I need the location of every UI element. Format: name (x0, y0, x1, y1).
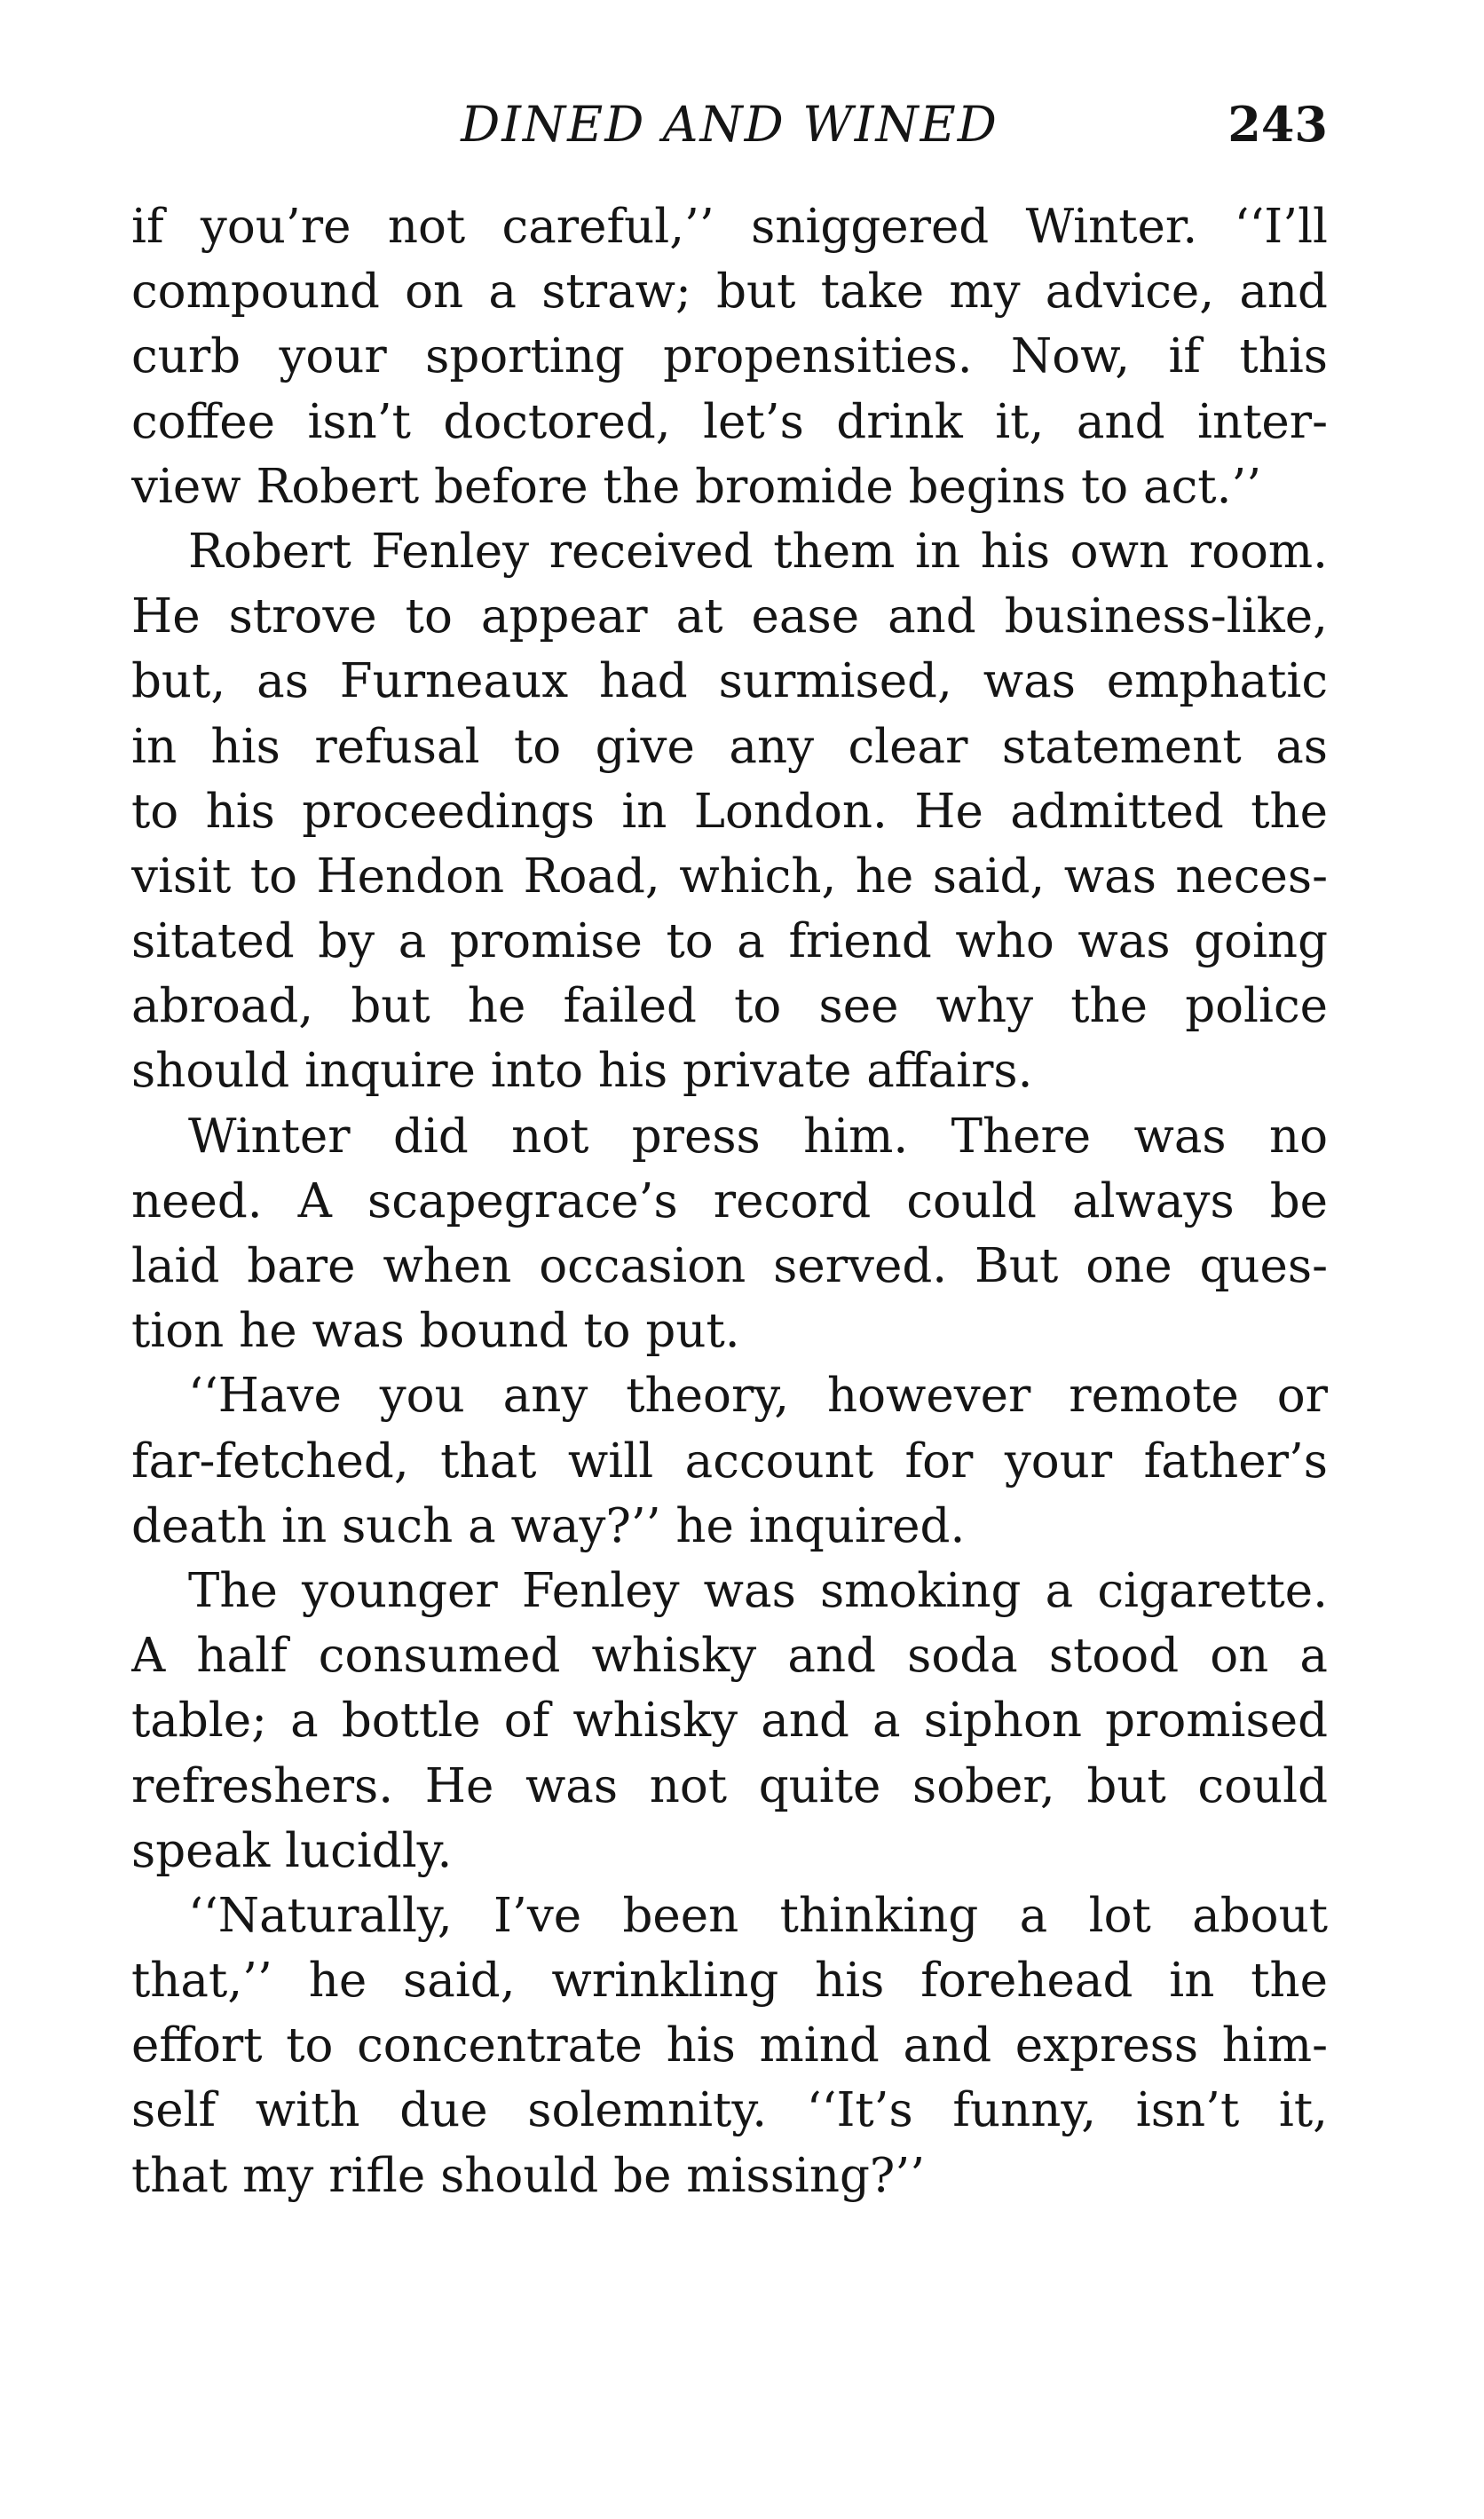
text-line: Robert Fenley received them in his own room. (188, 524, 1328, 579)
text-line: curb your sporting propensities. Now, if this (131, 329, 1328, 384)
text-line: A half consumed whisky and soda stood on a (131, 1629, 1328, 1684)
text-line: table; a bottle of whisky and a siphon promised (131, 1694, 1328, 1749)
text-line: effort to concentrate his mind and express him- (131, 2018, 1328, 2073)
text-line: He strove to appear at ease and business-like, (131, 589, 1328, 644)
text-line: sitated by a promise to a friend who was going (131, 914, 1328, 969)
text-line: The younger Fenley was smoking a cigarette. (188, 1563, 1328, 1618)
text-line: coffee isn’t doctored, let’s drink it, and inter- (131, 394, 1328, 449)
text-line: should inquire into his private affairs. (131, 1044, 1033, 1099)
text-line: need. A scapegrace’s record could always be (131, 1173, 1328, 1228)
text-line: that my rifle should be missing?’’ (131, 2148, 926, 2203)
text-line: refreshers. He was not quite sober, but could (131, 1758, 1328, 1813)
text-line: visit to Hendon Road, which, he said, was neces- (131, 849, 1328, 904)
text-line: view Robert before the bromide begins to act.’’ (131, 459, 1262, 514)
text-line: that,’’ he said, wrinkling his forehead in the (131, 1954, 1328, 2009)
text-line: death in such a way?’’ he inquired. (131, 1498, 966, 1553)
text-line: tion he was bound to put. (131, 1304, 740, 1359)
text-line: far-fetched, that will account for your father’s (131, 1433, 1328, 1488)
text-line: to his proceedings in London. He admitted the (131, 784, 1328, 839)
text-line: self with due solemnity. ‘‘It’s funny, isn’t it, (131, 2083, 1328, 2138)
text-line: compound on a straw; but take my advice, and (131, 265, 1328, 320)
page-number: 243 (1227, 96, 1328, 153)
text-line: speak lucidly. (131, 1823, 453, 1878)
text-line: abroad, but he failed to see why the police (131, 979, 1328, 1034)
running-title: DINED AND WINED (461, 96, 999, 153)
text-line: if you’re not careful,’’ sniggered Winter. ‘‘I’ll (131, 200, 1328, 254)
text-line: ‘‘Naturally, I’ve been thinking a lot about (188, 1888, 1328, 1943)
text-line: Winter did not press him. There was no (188, 1109, 1328, 1164)
running-head (131, 89, 1328, 160)
body-text (131, 194, 1328, 2208)
text-line: but, as Furneaux had surmised, was emphatic (131, 654, 1328, 709)
text-line: in his refusal to give any clear statement as (131, 719, 1328, 774)
text-line: ‘‘Have you any theory, however remote or (188, 1369, 1328, 1424)
text-line: laid bare when occasion served. But one ques- (131, 1239, 1328, 1293)
